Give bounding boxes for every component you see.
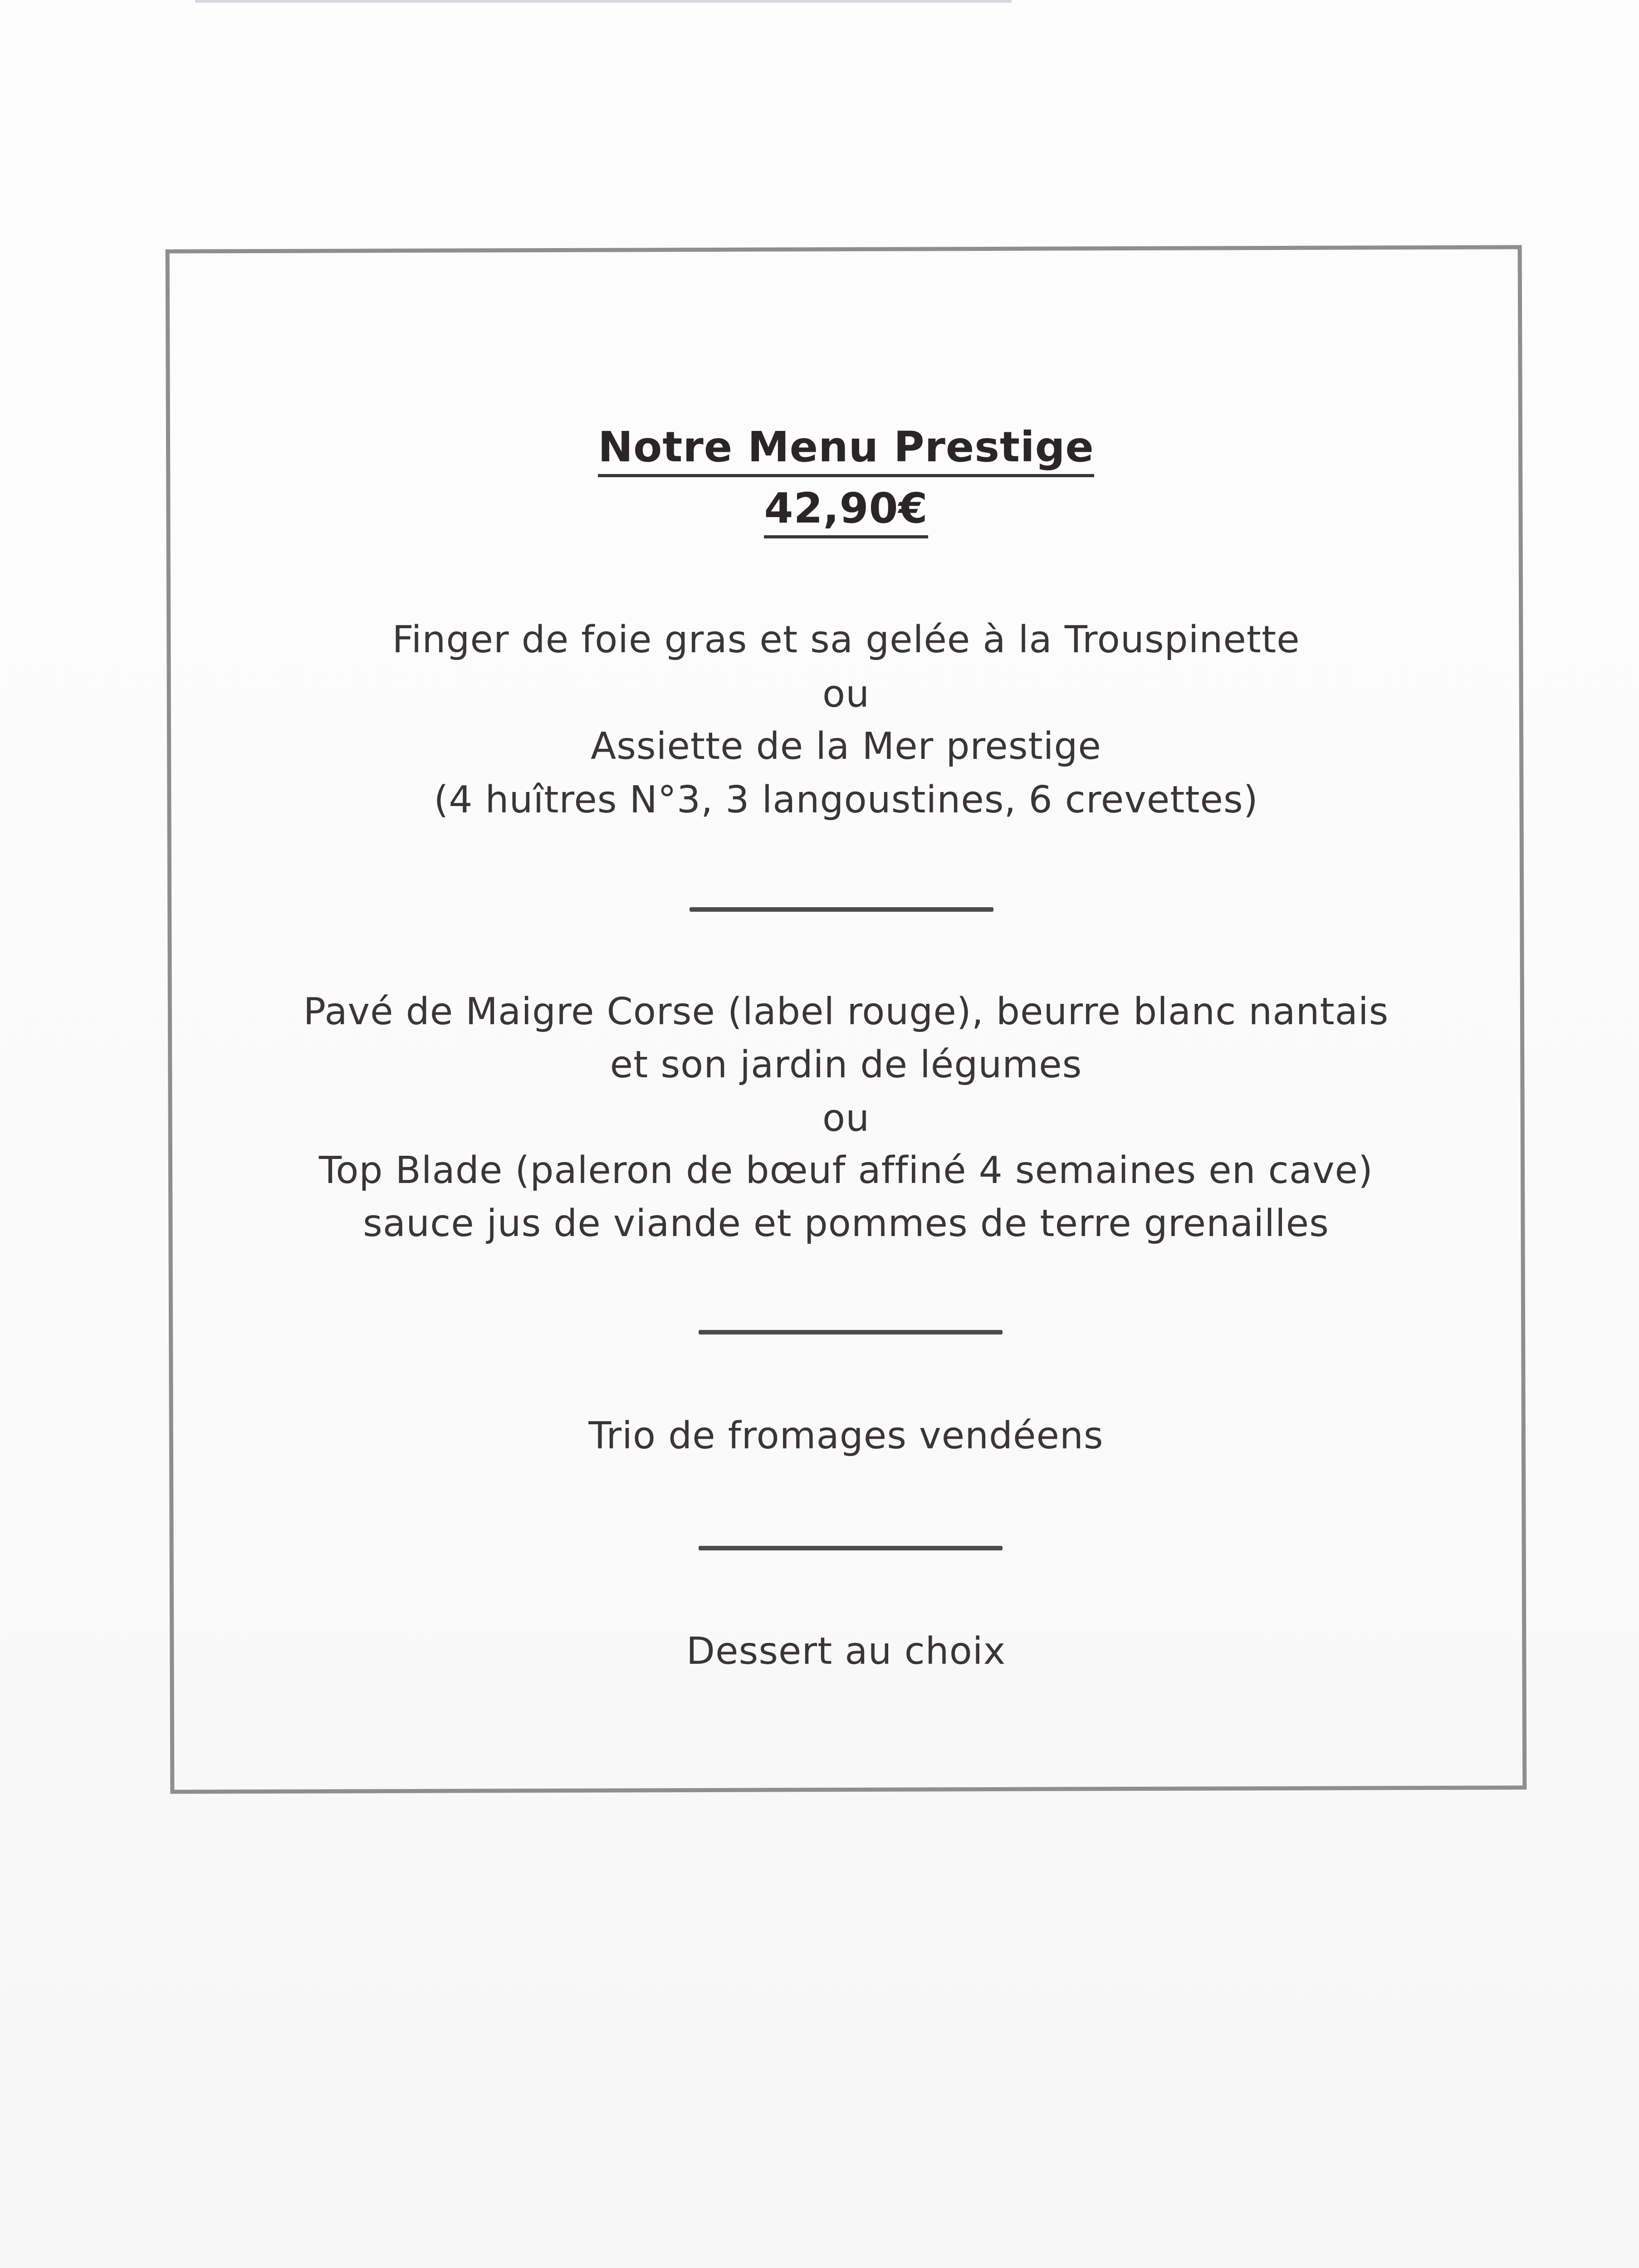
main-option-1-line1: Pavé de Maigre Corse (label rouge), beurre blanc nantais xyxy=(303,990,1389,1033)
main-option-2-line1: Top Blade (paleron de bœuf affiné 4 semaines en cave) xyxy=(319,1149,1373,1192)
menu-title: Notre Menu Prestige xyxy=(168,426,1524,468)
separator-3 xyxy=(699,1546,1003,1550)
menu-content xyxy=(168,247,1524,1792)
starter-option-2: Assiette de la Mer prestige xyxy=(591,725,1101,768)
starter-option-2-detail: (4 huîtres N°3, 3 langoustines, 6 crevettes) xyxy=(434,778,1258,821)
menu-price: 42,90€ xyxy=(168,488,1524,529)
starter-option-1: Finger de foie gras et sa gelée à la Trouspinette xyxy=(392,618,1300,661)
main-option-1-line2: et son jardin de légumes xyxy=(610,1043,1082,1086)
separator-1 xyxy=(690,907,993,912)
separator-2 xyxy=(699,1330,1003,1334)
cheese-course: Trio de fromages vendéens xyxy=(588,1414,1104,1457)
dessert-course: Dessert au choix xyxy=(686,1630,1006,1673)
starter-or: ou xyxy=(822,673,870,716)
main-or: ou xyxy=(822,1097,870,1140)
main-option-2-line2: sauce jus de viande et pommes de terre grenailles xyxy=(363,1202,1329,1245)
page-top-edge xyxy=(195,0,1012,3)
